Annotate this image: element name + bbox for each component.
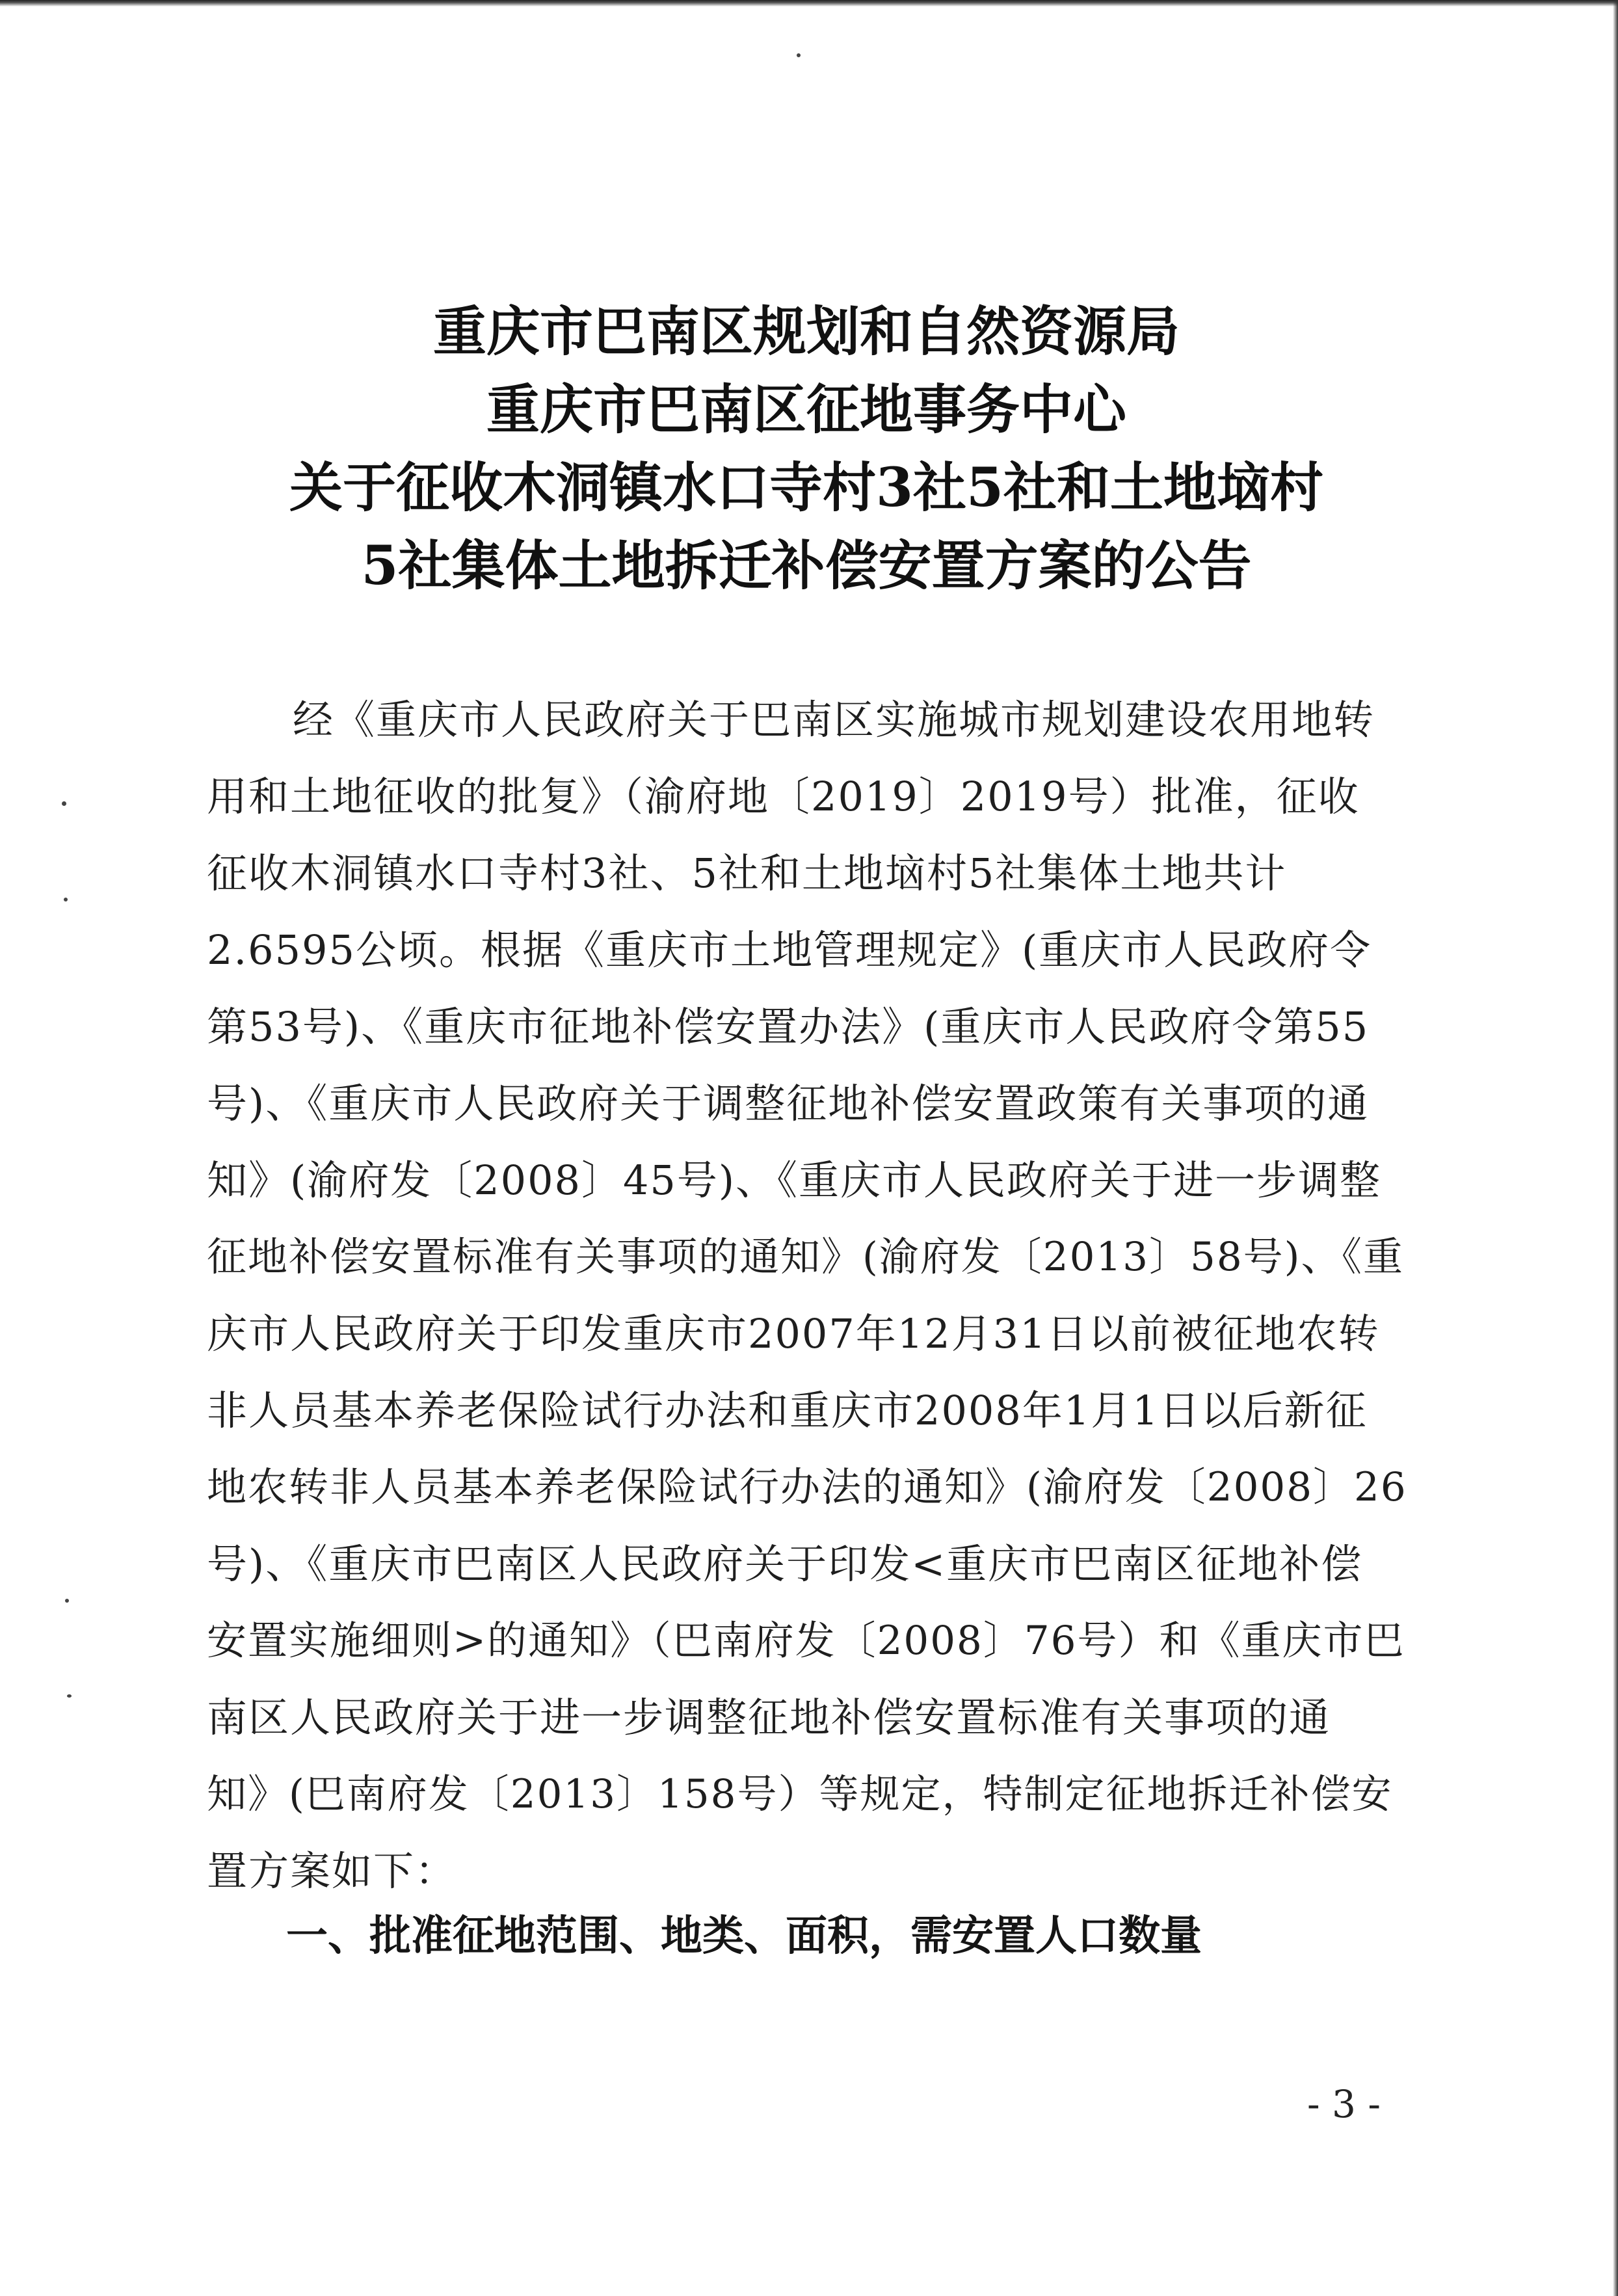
body-line: 非人员基本养老保险试行办法和重庆市2008年1月1日以后新征 (207, 1387, 1368, 1434)
body-line: 征收木洞镇水口寺村3社、5社和土地垴村5社集体土地共计 (207, 849, 1287, 897)
page-number: - 3 - (1307, 2082, 1381, 2126)
scan-speck (65, 1599, 69, 1603)
body-line: 南区人民政府关于进一步调整征地补偿安置标准有关事项的通 (207, 1694, 1331, 1741)
body-line: 第53号)、《重庆市征地补偿安置办法》(重庆市人民政府令第55 (207, 1003, 1370, 1050)
body-line: 置方案如下： (207, 1847, 457, 1895)
body-line: 知》(巴南府发〔2013〕158号）等规定，特制定征地拆迁补偿安 (207, 1771, 1393, 1817)
title-line: 重庆市巴南区征地事务中心 (486, 379, 1126, 441)
title-line: 5社集体土地拆迁补偿安置方案的公告 (361, 535, 1252, 597)
scan-speck (797, 53, 801, 57)
body-line: 用和土地征收的批复》（渝府地〔2019〕2019号）批准，征收 (207, 773, 1360, 820)
section-heading: 一、批准征地范围、地类、面积，需安置人口数量 (286, 1912, 1202, 1960)
title-line: 重庆市巴南区规划和自然资源局 (432, 300, 1180, 363)
body-line: 庆市人民政府关于印发重庆市2007年12月31日以前被征地农转 (207, 1310, 1380, 1357)
scan-edge-right (1613, 0, 1618, 2296)
scan-edge-top (0, 0, 1618, 7)
body-paragraph (207, 682, 1410, 1910)
body-line: 号)、《重庆市人民政府关于调整征地补偿安置政策有关事项的通 (207, 1080, 1370, 1127)
scan-speck (62, 801, 66, 806)
body-line: 号)、《重庆市巴南区人民政府关于印发<重庆市巴南区征地补偿 (207, 1540, 1363, 1588)
scan-speck (64, 898, 68, 901)
document-title (195, 293, 1418, 605)
body-line: 经《重庆市人民政府关于巴南区实施城市规划建设农用地转 (293, 696, 1375, 743)
title-line: 关于征收木洞镇水口寺村3社5社和土地垴村 (289, 457, 1324, 519)
scan-speck (67, 1694, 72, 1698)
body-line: 知》(渝府发〔2008〕45号)、《重庆市人民政府关于进一步调整 (207, 1156, 1382, 1204)
body-line: 征地补偿安置标准有关事项的通知》(渝府发〔2013〕58号)、《重 (207, 1234, 1404, 1280)
body-line: 地农转非人员基本养老保险试行办法的通知》(渝府发〔2008〕26 (207, 1464, 1407, 1510)
body-line: 2.6595公顷。根据《重庆市土地管理规定》(重庆市人民政府令 (207, 926, 1372, 974)
body-line: 安置实施细则>的通知》（巴南府发〔2008〕76号）和《重庆市巴 (207, 1618, 1405, 1664)
